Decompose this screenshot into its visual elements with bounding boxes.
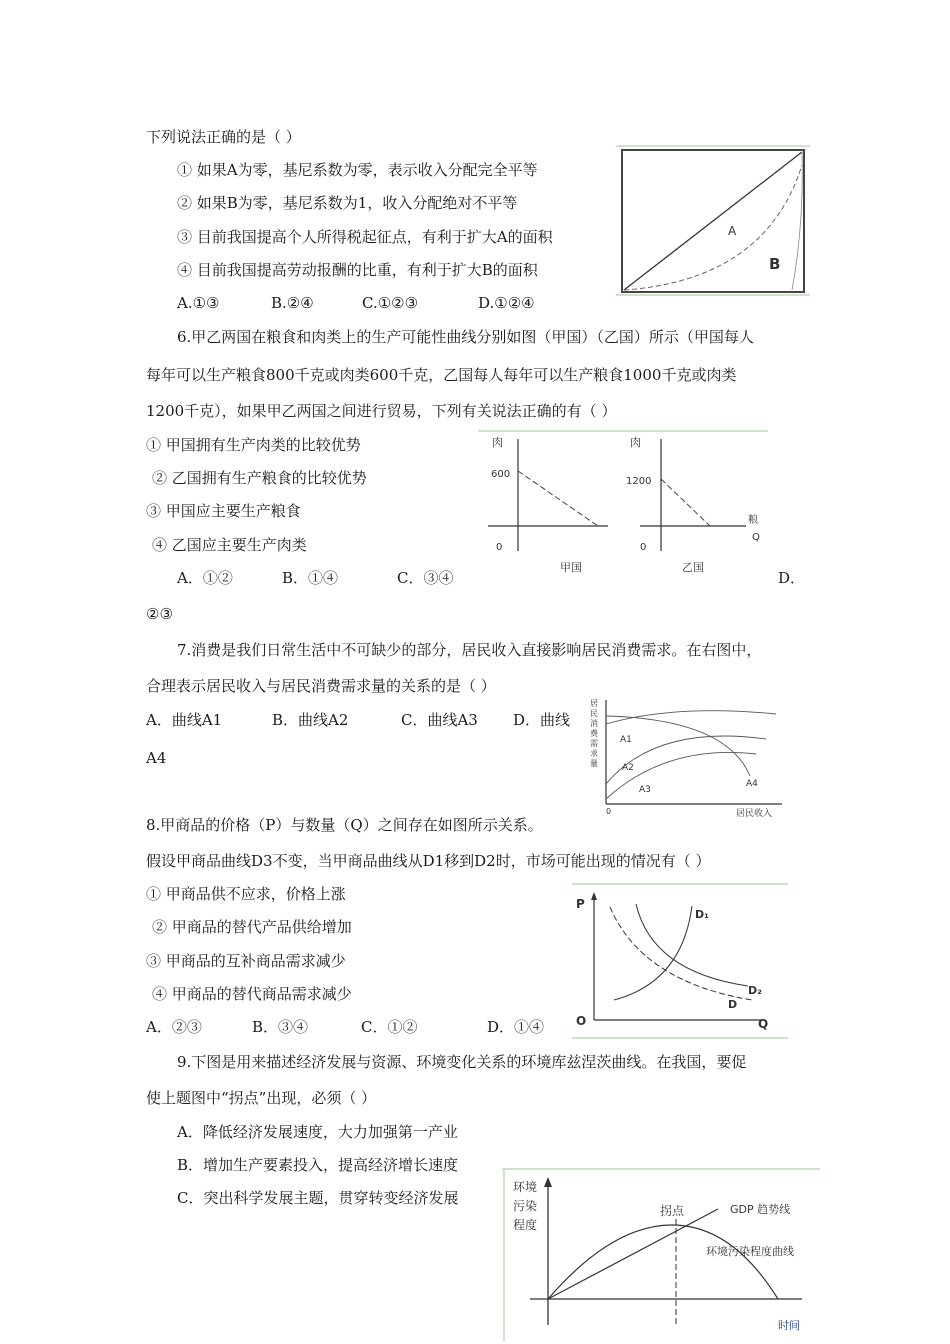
curve-d2-label: D₂ — [748, 984, 762, 997]
q7-line-1: 7.消费是我们日常生活中不可缺少的部分，居民收入直接影响居民消费需求。在右图中， — [177, 641, 762, 659]
q5-item-4: ④ 目前我国提高劳动报酬的比重，有利于扩大B的面积 — [177, 261, 538, 279]
q9-option-c: C．突出科学发展主题，贯穿转变经济发展 — [177, 1189, 459, 1207]
q6-option-c: C．③④ — [397, 569, 454, 587]
q6-option-a: A．①② — [177, 569, 233, 587]
q6-option-b: B．①④ — [282, 569, 339, 587]
ppf-right-caption: 乙国 — [682, 561, 704, 574]
ppf-figure — [478, 429, 768, 579]
q5-stem: 下列说法正确的是（ ） — [146, 128, 301, 146]
q6-option-d-value: ②③ — [146, 605, 173, 623]
q8-option-a: A．②③ — [146, 1018, 202, 1036]
q9-option-a: A．降低经济发展速度，大力加强第一产业 — [177, 1123, 458, 1141]
q8-option-d: D．①④ — [487, 1018, 545, 1036]
q7-option-c: C．曲线A3 — [401, 711, 478, 729]
q5-option-a: A.①③ — [177, 294, 220, 312]
lorenz-label-a: A — [728, 224, 737, 238]
q6-item-1: ① 甲国拥有生产肉类的比较优势 — [146, 436, 361, 454]
income-y-axis-char-5: 需 — [590, 739, 598, 748]
income-origin: 0 — [606, 807, 612, 816]
q5-option-c: C.①②③ — [362, 294, 419, 312]
income-y-axis-char-6: 求 — [590, 749, 598, 758]
income-consumption-figure — [586, 694, 790, 820]
ppf-right-x-axis-1: 粮 — [748, 515, 758, 526]
curve-a3-label: A3 — [639, 785, 651, 795]
q8-option-b: B．③④ — [252, 1018, 309, 1036]
ppf-right-origin: 0 — [640, 542, 647, 553]
curve-d3-label: D — [728, 998, 738, 1011]
ppf-right-y-value: 1200 — [626, 476, 652, 487]
ppf-left-origin: 0 — [496, 542, 503, 553]
kuznets-pollution-curve: 环境污染程度曲线 — [706, 1245, 794, 1258]
income-y-axis-char-1: 居 — [590, 699, 598, 708]
demand-curves-figure — [572, 882, 788, 1040]
kuznets-x-axis: 时间 — [778, 1319, 800, 1332]
q7-line-2: 合理表示居民收入与居民消费需求量的关系的是（ ） — [146, 677, 496, 695]
income-y-axis-char-2: 民 — [590, 709, 598, 718]
lorenz-label-b: B — [769, 255, 781, 273]
q7-option-d: D．曲线 — [513, 711, 571, 729]
curve-a4-label: A4 — [746, 779, 758, 789]
income-x-axis: 居民收入 — [736, 809, 773, 819]
q6-line-2: 每年可以生产粮食800千克或肉类600千克，乙国每人每年可以生产粮食1000千克或肉类 — [146, 366, 737, 384]
q6-item-3: ③ 甲国应主要生产粮食 — [146, 502, 301, 520]
q6-item-4: ④ 乙国应主要生产肉类 — [152, 536, 307, 554]
kuznets-y-axis-3: 程度 — [513, 1218, 538, 1232]
demand-origin: O — [576, 1014, 587, 1028]
q5-item-2: ② 如果B为零，基尼系数为1，收入分配绝对不平等 — [177, 194, 518, 212]
curve-d1-label: D₁ — [695, 908, 709, 921]
ppf-left-caption: 甲国 — [560, 561, 582, 574]
income-y-axis-char-4: 费 — [590, 729, 598, 738]
ppf-left-y-axis: 肉 — [492, 436, 503, 449]
q5-option-d: D.①②④ — [478, 294, 535, 312]
q6-option-d: D． — [778, 569, 806, 587]
q7-option-d-value: A4 — [146, 749, 167, 767]
q6-line-3: 1200千克），如果甲乙两国之间进行贸易，下列有关说法正确的有（ ） — [146, 402, 617, 420]
kuznets-y-axis-1: 环境 — [513, 1180, 538, 1194]
q5-item-1: ① 如果A为零，基尼系数为零，表示收入分配完全平等 — [177, 161, 538, 179]
q9-line-1: 9.下图是用来描述经济发展与资源、环境变化关系的环境库兹涅茨曲线。在我国，要促 — [177, 1053, 747, 1071]
q7-option-a: A．曲线A1 — [146, 711, 223, 729]
demand-y-axis: P — [576, 897, 585, 911]
q8-line-1: 8.甲商品的价格（P）与数量（Q）之间存在如图所示关系。 — [146, 816, 543, 834]
ppf-left-y-value: 600 — [491, 469, 511, 480]
income-y-axis-char-3: 消 — [590, 719, 598, 728]
lorenz-curve-figure — [616, 145, 810, 297]
kuznets-gdp-line: GDP 趋势线 — [730, 1203, 791, 1216]
q9-line-2: 使上题图中“拐点”出现，必须（ ） — [146, 1089, 377, 1107]
q6-item-2: ② 乙国拥有生产粮食的比较优势 — [152, 469, 367, 487]
q9-option-b: B．增加生产要素投入，提高经济增长速度 — [177, 1156, 459, 1174]
curve-a1-label: A1 — [620, 735, 632, 745]
kuznets-curve-figure — [502, 1165, 820, 1341]
q8-item-3: ③ 甲商品的互补商品需求减少 — [146, 952, 346, 970]
q8-item-1: ① 甲商品供不应求，价格上涨 — [146, 885, 346, 903]
kuznets-turning-point: 拐点 — [660, 1204, 685, 1218]
curve-a2-label: A2 — [622, 763, 634, 773]
q6-line-1: 6.甲乙两国在粮食和肉类上的生产可能性曲线分别如图（甲国）（乙国）所示（甲国每人 — [177, 328, 754, 346]
q5-option-b: B.②④ — [271, 294, 314, 312]
ppf-right-x-axis-2: Q — [752, 532, 760, 543]
q8-option-c: C．①② — [361, 1018, 418, 1036]
ppf-right-y-axis: 肉 — [630, 436, 641, 449]
q8-item-4: ④ 甲商品的替代商品需求减少 — [152, 985, 352, 1003]
q7-option-b: B．曲线A2 — [272, 711, 349, 729]
kuznets-y-axis-2: 污染 — [513, 1199, 538, 1213]
demand-x-axis: Q — [758, 1017, 769, 1031]
q8-item-2: ② 甲商品的替代产品供给增加 — [152, 918, 352, 936]
income-y-axis-char-7: 量 — [590, 759, 598, 768]
q8-line-2: 假设甲商品曲线D3不变，当甲商品曲线从D1移到D2时，市场可能出现的情况有（ ） — [146, 852, 711, 870]
q5-item-3: ③ 目前我国提高个人所得税起征点，有利于扩大A的面积 — [177, 228, 553, 246]
